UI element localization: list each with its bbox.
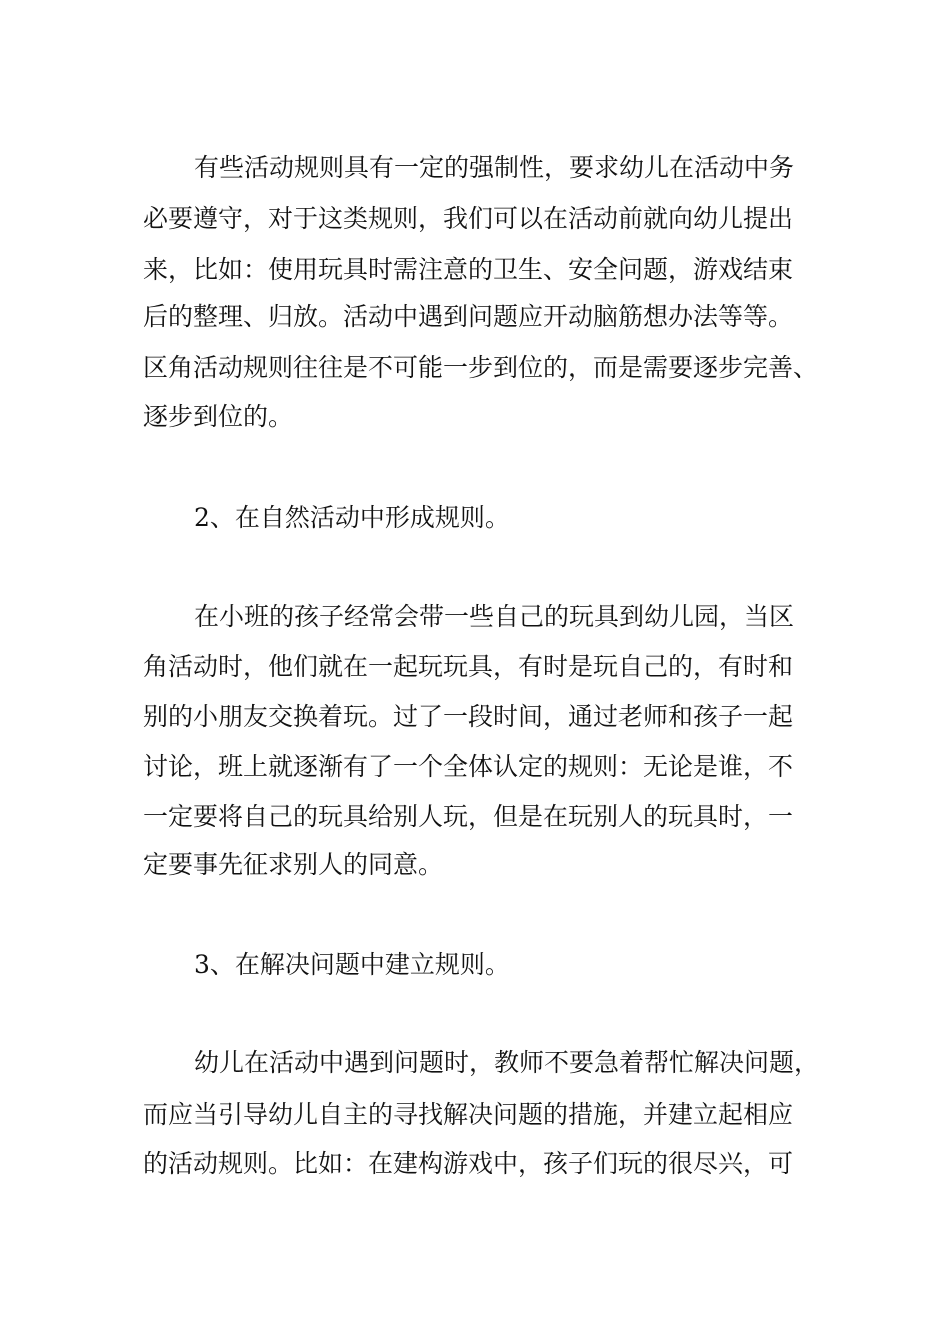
text-line: 逐步到位的。 [143,402,294,431]
text-line: 必要遵守，对于这类规则，我们可以在活动前就向幼儿提出 [143,204,794,233]
text-line: 幼儿在活动中遇到问题时，教师不要急着帮忙解决问题， [194,1048,820,1077]
text-line: 一定要将自己的玩具给别人玩，但是在玩别人的玩具时，一 [143,802,794,831]
section-heading: 2、在自然活动中形成规则。 [194,503,510,532]
text-line: 角活动时，他们就在一起玩玩具，有时是玩自己的，有时和 [143,652,794,681]
text-line: 定要事先征求别人的同意。 [143,850,444,879]
text-line: 而应当引导幼儿自主的寻找解决问题的措施，并建立起相应 [143,1100,794,1129]
text-line: 讨论，班上就逐渐有了一个全体认定的规则：无论是谁，不 [143,752,794,781]
text-line: 后的整理、归放。活动中遇到问题应开动脑筋想办法等等。 [143,302,794,331]
text-line: 区角活动规则往往是不可能一步到位的，而是需要逐步完善、 [143,353,819,382]
section-heading: 3、在解决问题中建立规则。 [194,950,510,979]
text-line: 有些活动规则具有一定的强制性，要求幼儿在活动中务 [194,153,795,182]
text-line: 在小班的孩子经常会带一些自己的玩具到幼儿园，当区 [194,602,795,631]
text-line: 来，比如：使用玩具时需注意的卫生、安全问题，游戏结束 [143,255,794,284]
text-line: 的活动规则。比如：在建构游戏中，孩子们玩的很尽兴，可 [143,1149,794,1178]
text-line: 别的小朋友交换着玩。过了一段时间，通过老师和孩子一起 [143,702,794,731]
